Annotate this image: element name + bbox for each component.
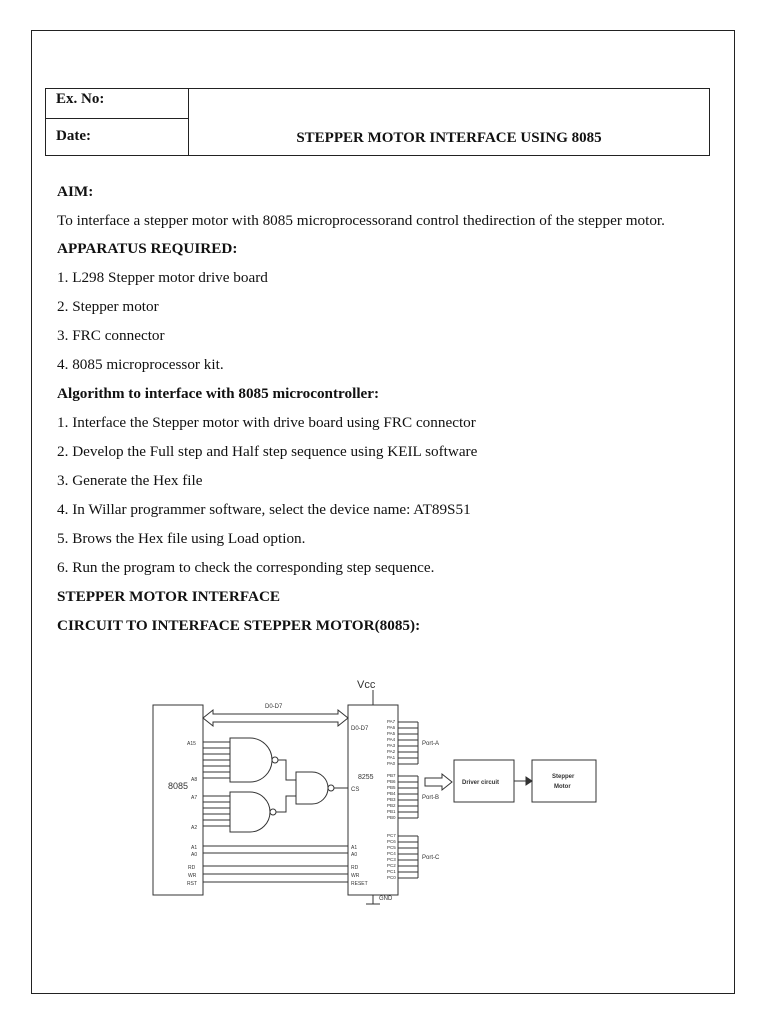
- aim-text: To interface a stepper motor with 8085 microprocessorand control thedirection of the stepper motor.: [57, 212, 665, 229]
- algorithm-heading: Algorithm to interface with 8085 microcontroller:: [57, 385, 380, 402]
- circuit-svg: [150, 672, 610, 907]
- driver-label: Driver circuit: [462, 780, 500, 786]
- pc-pins-label: PC7: [387, 833, 396, 838]
- pb-pins-label: PB4: [387, 791, 396, 796]
- wr-label: WR: [188, 873, 197, 879]
- addr-a15-label: A15: [187, 741, 196, 747]
- pa-pins-label: PA4: [387, 737, 396, 742]
- ppi-reset-label: RESET: [351, 881, 368, 887]
- ppi-label: 8255: [358, 774, 374, 781]
- addr-a7-label: A7: [191, 795, 198, 801]
- pb-pins-label: PB6: [387, 779, 396, 784]
- nand-gate-2: [230, 792, 270, 832]
- ppi-data-label: D0-D7: [351, 726, 369, 732]
- pc-pins-label: PC6: [387, 839, 396, 844]
- pa-pins-label: PA5: [387, 731, 396, 736]
- apparatus-heading: APPARATUS REQUIRED:: [57, 240, 238, 257]
- rd-label: RD: [188, 865, 196, 871]
- pc-pins-label: PC5: [387, 845, 396, 850]
- aim-heading: AIM:: [57, 183, 94, 200]
- ex-no-label: Ex. No:: [56, 91, 105, 107]
- pb-pins-label: PB7: [387, 773, 396, 778]
- pc-pins-label: PC3: [387, 857, 396, 862]
- date-label: Date:: [56, 128, 91, 144]
- motor-label-2: Motor: [554, 784, 571, 790]
- cpu-label: 8085: [168, 781, 189, 791]
- pc-pins-label: PC1: [387, 869, 396, 874]
- a0-label: A0: [191, 852, 198, 858]
- pa-pins-label: PA2: [387, 749, 396, 754]
- port-c-pins: [398, 836, 418, 878]
- algorithm-step: 1. Interface the Stepper motor with drive board using FRC connector: [57, 414, 476, 431]
- motor-label-1: Stepper: [552, 774, 575, 780]
- port-a-pins: [398, 722, 418, 764]
- algorithm-step: 4. In Willar programmer software, select the device name: AT89S51: [57, 501, 471, 518]
- algorithm-step: 5. Brows the Hex file using Load option.: [57, 530, 306, 547]
- pa-pins-label: PA7: [387, 719, 396, 724]
- apparatus-item: 4. 8085 microprocessor kit.: [57, 356, 224, 373]
- pc-pins-label: PC2: [387, 863, 396, 868]
- pa-pins-label: PA3: [387, 743, 396, 748]
- rst-label: RST: [187, 881, 197, 887]
- algorithm-step: 6. Run the program to check the corresponding step sequence.: [57, 559, 435, 576]
- nand-gate-1: [230, 738, 272, 782]
- port-a-label: Port-A: [422, 741, 440, 747]
- algorithm-step: 3. Generate the Hex file: [57, 472, 203, 489]
- stepper-motor-block: [532, 760, 596, 802]
- algorithm-step: 2. Develop the Full step and Half step sequence using KEIL software: [57, 443, 478, 460]
- apparatus-item: 2. Stepper motor: [57, 298, 159, 315]
- pb-pins-label: PB2: [387, 803, 396, 808]
- header-table: [45, 88, 710, 156]
- document-body: [57, 182, 697, 645]
- header-left-column: [46, 89, 189, 155]
- pa-pins-label: PA0: [387, 761, 396, 766]
- port-c-label: Port-C: [422, 855, 440, 861]
- circuit-heading: CIRCUIT TO INTERFACE STEPPER MOTOR(8085):: [57, 617, 421, 634]
- pb-pins-label: PB0: [387, 815, 396, 820]
- ppi-a0-label: A0: [351, 852, 358, 858]
- vcc-label: Vcc: [357, 679, 376, 691]
- pa-pins-label: PA1: [387, 755, 396, 760]
- ppi-wr-label: WR: [351, 873, 360, 879]
- pc-pins-label: PC0: [387, 875, 396, 880]
- pb-pins-label: PB5: [387, 785, 396, 790]
- port-b-pins: [398, 776, 418, 818]
- ppi-rd-label: RD: [351, 865, 359, 871]
- pb-pins-label: PB1: [387, 809, 396, 814]
- ex-no-cell: [46, 89, 188, 119]
- addr-a8-label: A8: [191, 777, 198, 783]
- date-cell: [46, 119, 188, 155]
- document-title: STEPPER MOTOR INTERFACE USING 8085: [296, 130, 602, 146]
- ppi-a1-label: A1: [351, 845, 358, 851]
- nand-gate-3: [296, 772, 328, 804]
- circuit-diagram: [150, 672, 610, 907]
- section-heading: STEPPER MOTOR INTERFACE: [57, 588, 281, 605]
- pb-pins-label: PB3: [387, 797, 396, 802]
- pa-pins-label: PA6: [387, 725, 396, 730]
- a1-label: A1: [191, 845, 198, 851]
- data-bus-label: D0-D7: [265, 704, 283, 710]
- arrow-to-driver: [425, 774, 452, 790]
- apparatus-item: 3. FRC connector: [57, 327, 165, 344]
- addr-a2-label: A2: [191, 825, 198, 831]
- gnd-label: GND: [379, 896, 393, 902]
- apparatus-item: 1. L298 Stepper motor drive board: [57, 269, 268, 286]
- cs-label: CS: [351, 787, 360, 793]
- pc-pins-label: PC4: [387, 851, 396, 856]
- port-b-label: Port-B: [422, 795, 440, 801]
